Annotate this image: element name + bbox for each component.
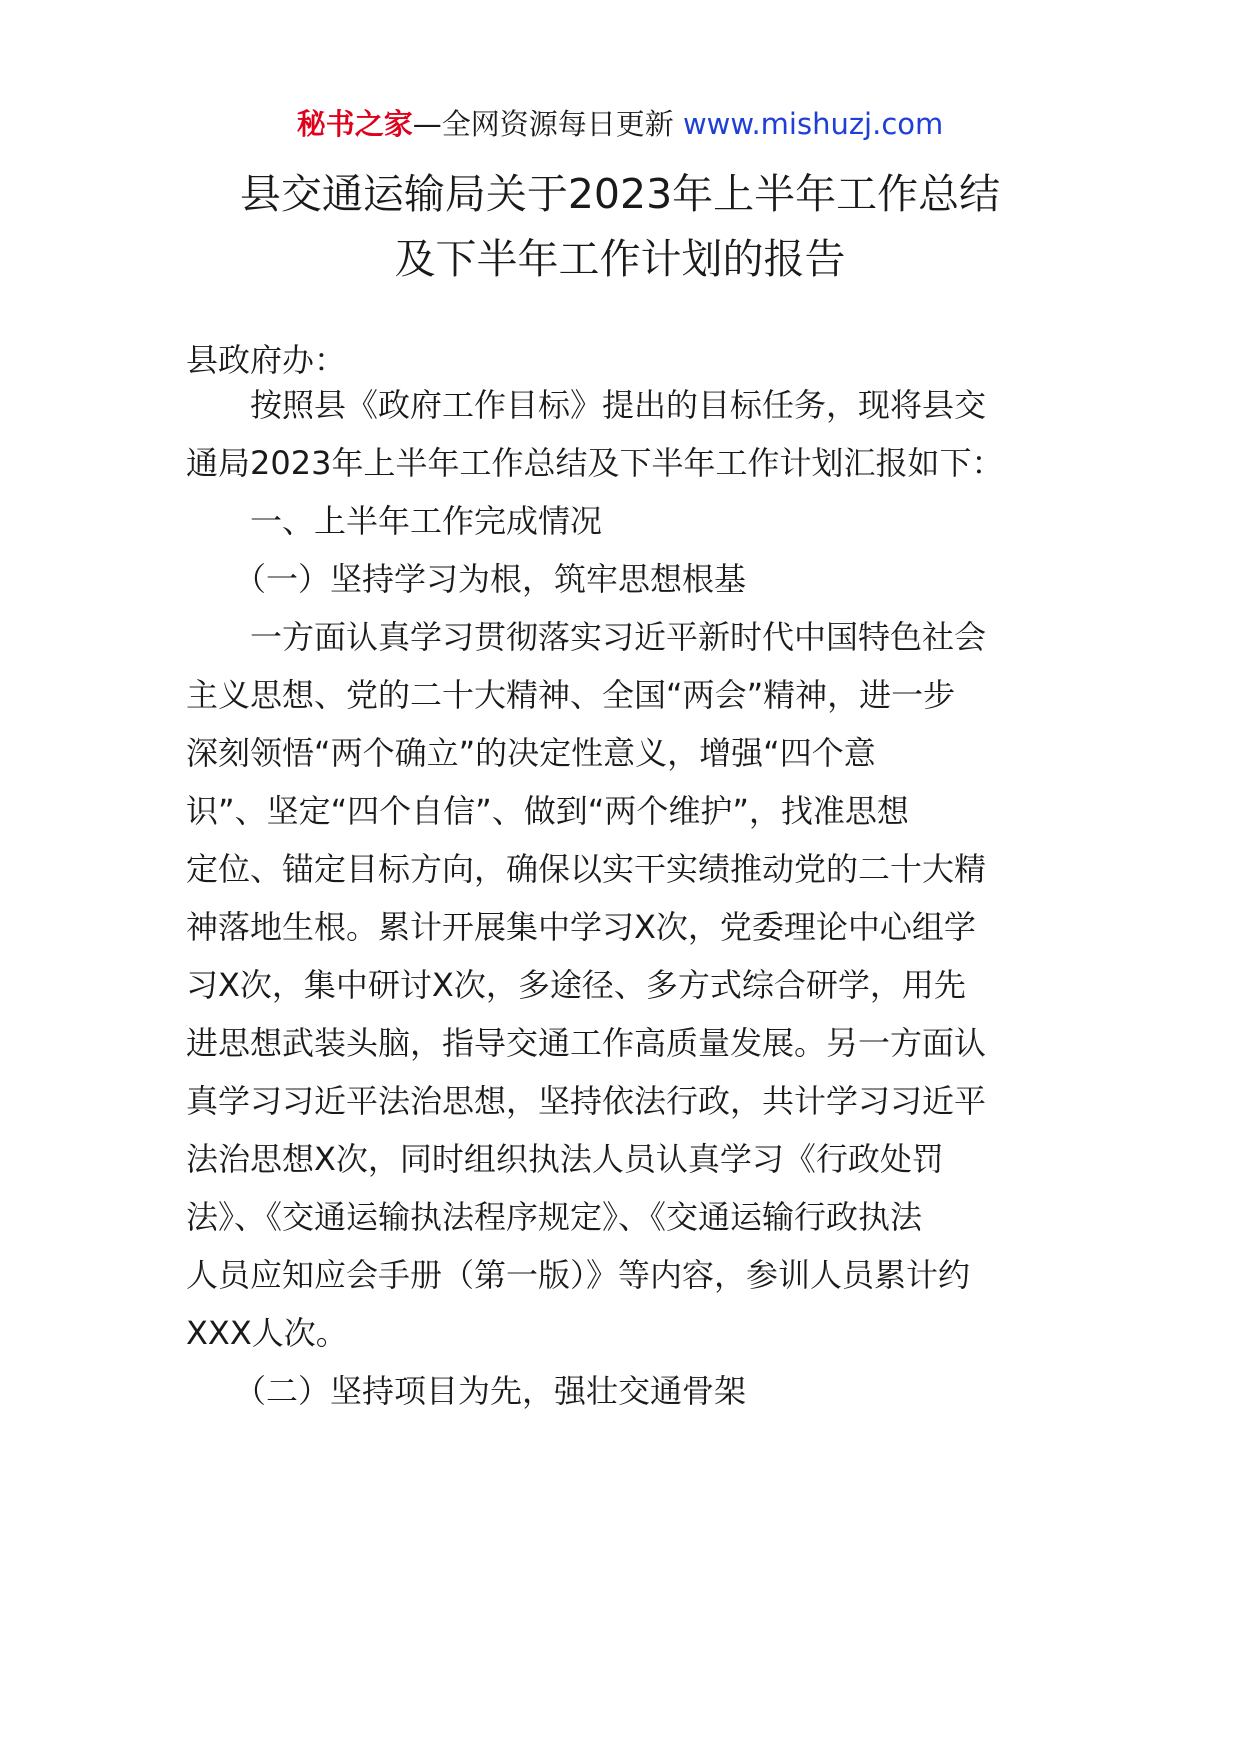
paragraph-line: 按照县《政府工作目标》提出的目标任务，现将县交 — [186, 386, 987, 424]
document-title-line-1: 县交通运输局关于2023年上半年工作总结 — [239, 170, 1001, 218]
document-title-line-2: 及下半年工作计划的报告 — [394, 235, 846, 283]
paragraph-line: 识”、坚定“四个自信”、做到“两个维护”，找准思想 — [186, 792, 909, 830]
brand-name: 秘书之家 — [296, 107, 413, 141]
paragraph-line: 人员应知应会手册（第一版）》等内容，参训人员累计约 — [186, 1256, 971, 1294]
section-heading: 一、上半年工作完成情况 — [186, 502, 603, 540]
paragraph-line: 主义思想、党的二十大精神、全国“两会”精神，进一步 — [186, 676, 956, 714]
subsection-heading: （二）坚持项目为先，强壮交通骨架 — [186, 1372, 747, 1410]
paragraph-line: 法》、《交通运输执法程序规定》、《交通运输行政执法 — [186, 1198, 923, 1236]
paragraph-line: 一方面认真学习贯彻落实习近平新时代中国特色社会 — [186, 618, 987, 656]
header-tagline: —全网资源每日更新 — [412, 107, 674, 141]
paragraph-line: 习X次，集中研讨X次，多途径、多方式综合研学，用先 — [186, 966, 966, 1004]
paragraph-line: 通局2023年上半年工作总结及下半年工作计划汇报如下： — [186, 444, 1004, 482]
paragraph-line: 深刻领悟“两个确立”的决定性意义，增强“四个意 — [186, 734, 876, 772]
paragraph-line: 神落地生根。累计开展集中学习X次，党委理论中心组学 — [186, 908, 976, 946]
paragraph-line: 进思想武装头脑，指导交通工作高质量发展。另一方面认 — [186, 1024, 987, 1062]
salutation: 县政府办： — [186, 341, 347, 379]
subsection-heading: （一）坚持学习为根，筑牢思想根基 — [186, 560, 747, 598]
paragraph-line: 定位、锚定目标方向，确保以实干实绩推动党的二十大精 — [186, 850, 987, 888]
paragraph-line: 真学习习近平法治思想，坚持依法行政，共计学习习近平 — [186, 1082, 987, 1120]
site-header — [0, 104, 1240, 144]
site-url-link[interactable]: www.mishuzj.com — [682, 107, 944, 141]
paragraph-line: 法治思想X次，同时组织执法人员认真学习《行政处罚 — [186, 1140, 944, 1178]
paragraph-line: XXX人次。 — [186, 1314, 348, 1352]
